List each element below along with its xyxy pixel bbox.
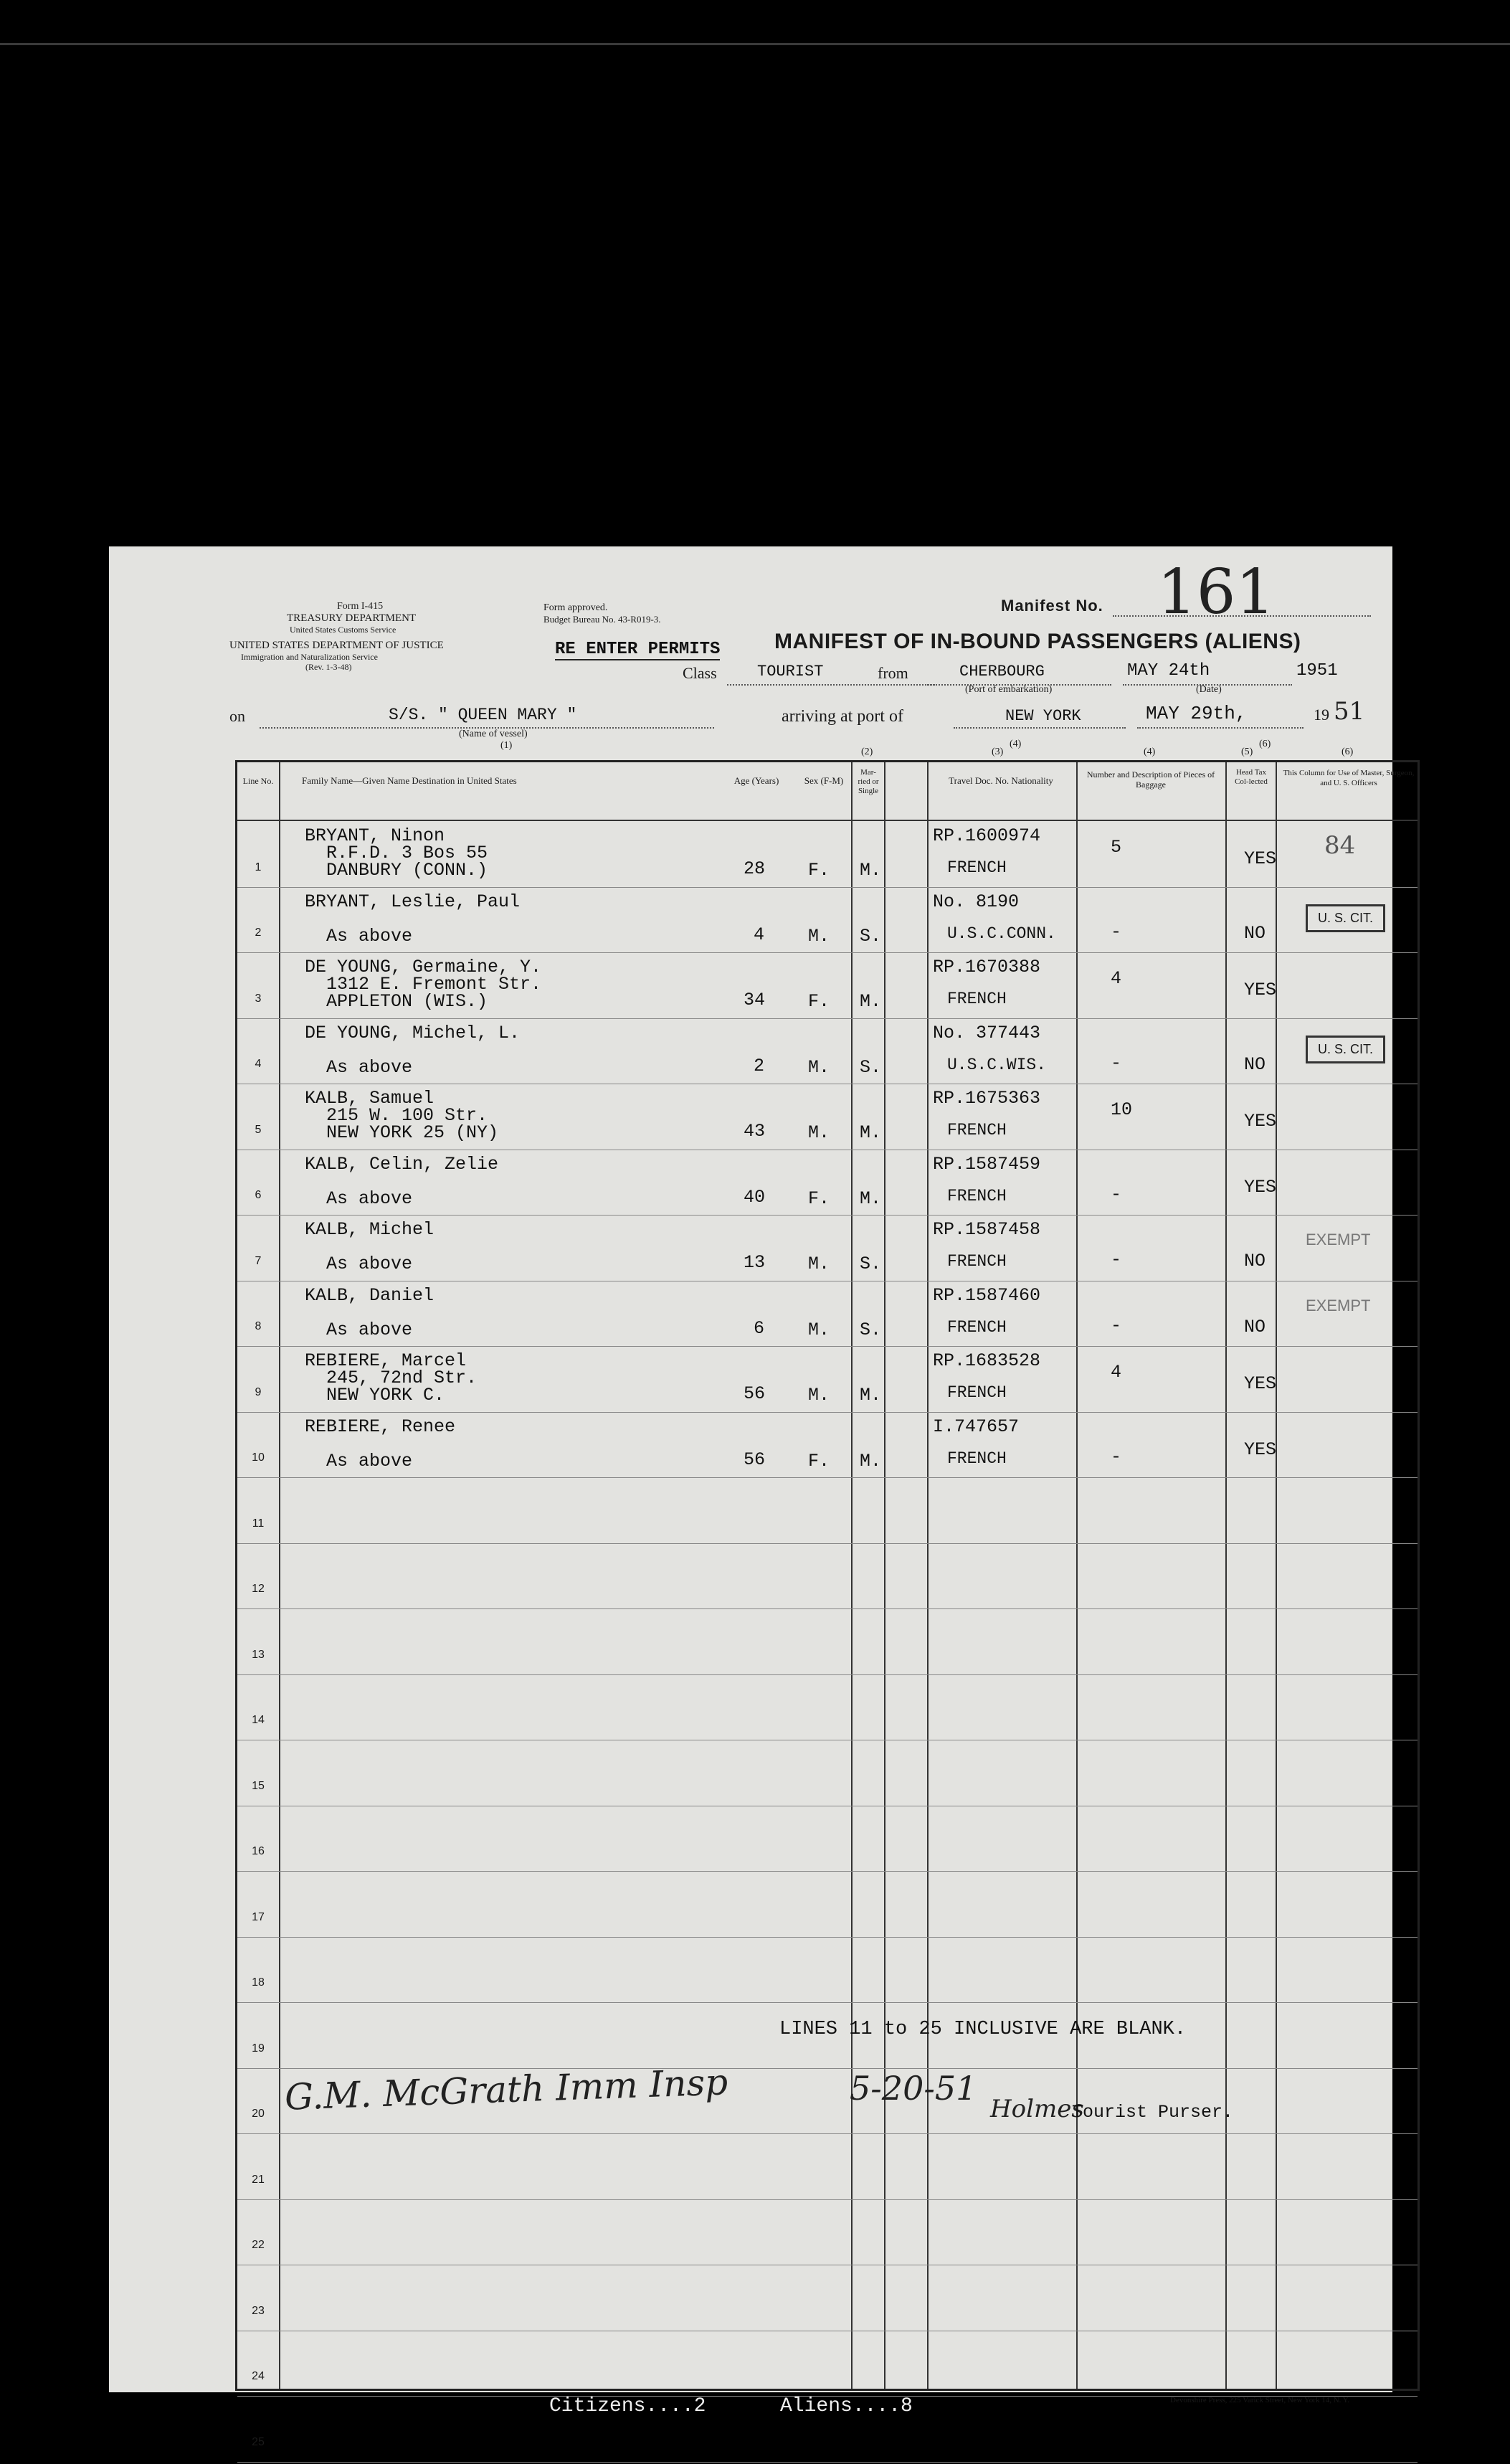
- baggage-count: -: [1111, 921, 1122, 942]
- inspector-signature: G.M. McGrath Imm Insp: [284, 2061, 728, 2118]
- arrival-year: 51: [1334, 697, 1365, 726]
- hdr-official-use: This Column for Use of Master, Surgeon, and U. S. Officers: [1283, 769, 1415, 787]
- passenger-name: DE YOUNG, Germaine, Y.: [305, 957, 542, 977]
- age: 4: [754, 924, 765, 945]
- col-divider: [884, 762, 885, 2389]
- nationality: U.S.C.WIS.: [947, 1055, 1047, 1074]
- head-tax: NO: [1244, 922, 1266, 944]
- line-number: 3: [255, 992, 262, 1005]
- nationality: FRENCH: [947, 1383, 1007, 1402]
- row-rule: [237, 1018, 1418, 1019]
- line-number: 22: [252, 2239, 265, 2251]
- passenger-name: KALB, Celin, Zelie: [305, 1153, 499, 1175]
- form-approved: Form approved.: [543, 602, 608, 613]
- col-divider: [927, 762, 929, 2389]
- year-prefix: 19: [1314, 706, 1329, 724]
- departure-year: 1951: [1296, 661, 1338, 681]
- hdr-married: Mar-ried or Single: [858, 768, 879, 795]
- handwritten-date: 5-20-51: [850, 2069, 977, 2108]
- hdr-line-no: Line No.: [242, 776, 274, 786]
- date-caption: (Date): [1196, 684, 1222, 695]
- passenger-name: REBIERE, Marcel: [305, 1350, 467, 1371]
- form-number: Form I-415: [337, 601, 384, 612]
- from-label: from: [878, 664, 908, 682]
- passenger-name: KALB, Daniel: [305, 1284, 435, 1306]
- line-number: 2: [255, 927, 262, 939]
- departure-date: MAY 24th: [1127, 661, 1210, 681]
- line-number: 19: [252, 2042, 265, 2055]
- baggage-count: -: [1111, 1249, 1122, 1270]
- line-number: 5: [255, 1123, 262, 1136]
- sex: F.: [808, 1450, 830, 1472]
- sex: M.: [808, 925, 830, 947]
- line-number: 13: [252, 1648, 265, 1661]
- nationality: FRENCH: [947, 1186, 1007, 1205]
- line-number: 11: [252, 1517, 265, 1530]
- manifest-no-label: Manifest No.: [1001, 597, 1103, 615]
- hdr-head-tax: Head Tax Col-lected: [1235, 768, 1268, 786]
- marital-status: M.: [860, 991, 882, 1012]
- col-ref-6-header: (6): [1259, 739, 1271, 749]
- line-number: 25: [252, 2435, 265, 2448]
- exempt-stamp: EXEMPT: [1306, 1296, 1371, 1314]
- baggage-count: 4: [1111, 968, 1122, 989]
- nationality: FRENCH: [947, 990, 1007, 1008]
- row-rule: [237, 2002, 1418, 2003]
- passenger-name: KALB, Samuel: [305, 1088, 435, 1109]
- head-tax: YES: [1244, 848, 1277, 869]
- nationality: FRENCH: [947, 858, 1007, 877]
- travel-doc-no: RP.1587460: [933, 1284, 1041, 1306]
- travel-doc-no: No. 8190: [933, 891, 1020, 912]
- row-rule: [237, 1937, 1418, 1938]
- nationality: FRENCH: [947, 1449, 1007, 1468]
- blank-lines-note: LINES 11 to 25 INCLUSIVE ARE BLANK.: [779, 2019, 1187, 2040]
- col-ref-1: (1): [500, 740, 513, 751]
- class-label: Class: [683, 664, 717, 682]
- passenger-name: REBIERE, Renee: [305, 1416, 456, 1437]
- marital-status: M.: [860, 1122, 882, 1143]
- destination-city: DANBURY (CONN.): [326, 860, 488, 881]
- destination-street: 1312 E. Fremont Str.: [326, 974, 542, 995]
- age: 34: [744, 990, 766, 1010]
- destination-street: 215 W. 100 Str.: [326, 1105, 488, 1126]
- sex: M.: [808, 1254, 830, 1274]
- destination-city: As above: [326, 1056, 413, 1078]
- manifest-title: MANIFEST OF IN-BOUND PASSENGERS (ALIENS): [774, 630, 1301, 653]
- row-rule: [237, 2068, 1418, 2069]
- official-note: 84: [1324, 831, 1356, 860]
- vessel-name: S/S. " QUEEN MARY ": [389, 706, 577, 724]
- line-number: 8: [255, 1320, 262, 1332]
- line-number: 14: [252, 1714, 265, 1726]
- arrival-date: MAY 29th,: [1146, 703, 1247, 724]
- row-rule: [237, 1608, 1418, 1609]
- us-citizen-stamp: U. S. CIT.: [1306, 904, 1385, 932]
- baggage-count: -: [1111, 1446, 1122, 1467]
- aliens-total: Aliens....8: [780, 2395, 913, 2417]
- budget-bureau: Budget Bureau No. 43-R019-3.: [543, 614, 661, 625]
- line-number: 6: [255, 1189, 262, 1201]
- reenter-permits-stamp: RE ENTER PERMITS: [555, 640, 721, 659]
- col-divider: [1225, 762, 1227, 2389]
- form-revision: (Rev. 1-3-48): [305, 662, 352, 672]
- line-number: 17: [252, 1910, 265, 1923]
- age: 28: [744, 858, 766, 879]
- line-number: 15: [252, 1779, 265, 1792]
- row-rule: [237, 2462, 1418, 2463]
- head-tax: NO: [1244, 1251, 1266, 1271]
- scan-top-line: [0, 43, 1510, 45]
- line-number: 21: [252, 2173, 265, 2186]
- dept-justice: UNITED STATES DEPARTMENT OF JUSTICE: [229, 640, 444, 651]
- nationality: FRENCH: [947, 1252, 1007, 1271]
- head-tax: NO: [1244, 1053, 1266, 1075]
- hdr-sex: Sex (F-M): [804, 775, 844, 786]
- citizens-total: Citizens....2: [549, 2395, 706, 2417]
- col-divider: [1276, 762, 1277, 2389]
- col-ref-6: (6): [1342, 747, 1354, 757]
- col-ref-5: (5): [1241, 747, 1253, 757]
- hdr-travel-doc: Travel Doc. No. Nationality: [949, 775, 1053, 786]
- travel-doc-no: RP.1670388: [933, 957, 1041, 977]
- age: 40: [744, 1186, 766, 1208]
- marital-status: S.: [860, 1319, 882, 1340]
- destination-city: As above: [326, 1254, 413, 1274]
- sex: F.: [808, 1188, 830, 1209]
- destination-street: R.F.D. 3 Bos 55: [326, 843, 488, 863]
- line-number: 20: [252, 2108, 265, 2120]
- destination-city: NEW YORK C.: [326, 1385, 445, 1406]
- passenger-name: BRYANT, Leslie, Paul: [305, 891, 521, 912]
- row-rule: [237, 1871, 1418, 1872]
- hdr-baggage: Number and Description of Pieces of Baggage: [1086, 769, 1215, 790]
- col-ref-3: (3): [992, 747, 1004, 757]
- line-number: 9: [255, 1385, 262, 1398]
- head-tax: YES: [1244, 1439, 1277, 1460]
- manifest-number: 161: [1157, 556, 1276, 628]
- nationality: U.S.C.CONN.: [947, 924, 1056, 943]
- row-rule: [237, 952, 1418, 953]
- travel-doc-no: RP.1587459: [933, 1153, 1041, 1175]
- head-tax: YES: [1244, 1373, 1277, 1394]
- row-rule: [237, 1215, 1418, 1216]
- travel-doc-no: RP.1587458: [933, 1219, 1041, 1240]
- travel-doc-no: No. 377443: [933, 1022, 1041, 1043]
- passenger-name: BRYANT, Ninon: [305, 825, 445, 846]
- baggage-count: 5: [1111, 837, 1122, 858]
- destination-city: As above: [326, 1319, 413, 1340]
- marital-status: M.: [860, 1188, 882, 1209]
- baggage-count: 4: [1111, 1362, 1122, 1383]
- nationality: FRENCH: [947, 1317, 1007, 1337]
- arriving-label: arriving at port of: [782, 707, 903, 726]
- destination-city: NEW YORK 25 (NY): [326, 1122, 499, 1143]
- head-tax: YES: [1244, 980, 1277, 1000]
- class-value: TOURIST: [757, 663, 824, 681]
- row-rule: [237, 2199, 1418, 2200]
- line-number: 12: [252, 1583, 265, 1595]
- passenger-name: DE YOUNG, Michel, L.: [305, 1022, 521, 1043]
- age: 6: [754, 1317, 765, 1339]
- vessel-caption: (Name of vessel): [459, 729, 528, 739]
- row-rule: [237, 887, 1418, 888]
- head-tax: YES: [1244, 1111, 1277, 1132]
- col-divider: [279, 762, 280, 2389]
- line-number: 7: [255, 1254, 262, 1267]
- age: 56: [744, 1383, 766, 1404]
- purser-signature: Holmes: [990, 2095, 1084, 2123]
- col-divider: [851, 762, 853, 2389]
- hdr-age: Age (Years): [733, 775, 779, 786]
- marital-status: S.: [860, 1056, 882, 1078]
- baggage-count: -: [1111, 1183, 1122, 1205]
- customs-service: United States Customs Service: [290, 625, 397, 635]
- us-citizen-stamp: U. S. CIT.: [1306, 1036, 1385, 1063]
- col-ref-4-header: (4): [1010, 739, 1022, 749]
- destination-street: 245, 72nd Str.: [326, 1368, 478, 1388]
- marital-status: M.: [860, 860, 882, 881]
- sex: M.: [808, 1385, 830, 1406]
- marital-status: S.: [860, 925, 882, 947]
- col-ref-2: (2): [861, 747, 873, 757]
- passenger-name: KALB, Michel: [305, 1219, 435, 1240]
- travel-doc-no: I.747657: [933, 1416, 1020, 1437]
- row-rule: [237, 1543, 1418, 1544]
- travel-doc-no: RP.1600974: [933, 825, 1041, 846]
- destination-city: As above: [326, 925, 413, 947]
- line-number: 4: [255, 1058, 262, 1070]
- baggage-count: 10: [1111, 1099, 1133, 1120]
- sex: F.: [808, 860, 830, 881]
- col-ref-4: (4): [1144, 747, 1156, 757]
- row-rule: [237, 1674, 1418, 1675]
- header-rule: [237, 820, 1418, 821]
- head-tax: NO: [1244, 1316, 1266, 1337]
- sex: M.: [808, 1319, 830, 1340]
- treasury-dept: TREASURY DEPARTMENT: [287, 612, 417, 624]
- travel-doc-no: RP.1683528: [933, 1350, 1041, 1371]
- line-number: 1: [255, 861, 262, 873]
- printer-credit: Devonshire Press, 225 Varick Street, New York 14, N. Y.: [1170, 2396, 1350, 2404]
- age: 13: [744, 1252, 766, 1273]
- row-rule: [237, 1346, 1418, 1347]
- baggage-count: -: [1111, 1314, 1122, 1336]
- row-rule: [237, 1412, 1418, 1413]
- port-caption: (Port of embarkation): [965, 684, 1053, 695]
- line-number: 24: [252, 2370, 265, 2382]
- exempt-stamp: EXEMPT: [1306, 1231, 1371, 1248]
- destination-city: As above: [326, 1450, 413, 1472]
- marital-status: S.: [860, 1254, 882, 1274]
- line-number: 10: [252, 1451, 265, 1464]
- destination-city: APPLETON (WIS.): [326, 991, 488, 1012]
- sex: F.: [808, 991, 830, 1012]
- age: 2: [754, 1055, 765, 1076]
- marital-status: M.: [860, 1385, 882, 1406]
- marital-status: M.: [860, 1450, 882, 1472]
- head-tax: YES: [1244, 1176, 1277, 1198]
- sex: M.: [808, 1122, 830, 1143]
- purser-title: Tourist Purser.: [1072, 2102, 1234, 2123]
- line-number: 23: [252, 2304, 265, 2317]
- col-divider: [1076, 762, 1078, 2389]
- hdr-name: Family Name—Given Name Destination in United States: [302, 775, 517, 786]
- row-rule: [237, 2133, 1418, 2134]
- destination-city: As above: [326, 1188, 413, 1209]
- age: 56: [744, 1449, 766, 1470]
- sex: M.: [808, 1056, 830, 1078]
- embark-port: CHERBOURG: [959, 663, 1045, 681]
- arrival-port: NEW YORK: [1005, 707, 1081, 725]
- line-number: 16: [252, 1845, 265, 1857]
- baggage-count: -: [1111, 1052, 1122, 1074]
- travel-doc-no: RP.1675363: [933, 1088, 1041, 1109]
- age: 43: [744, 1121, 766, 1142]
- ins-service: Immigration and Naturalization Service: [241, 652, 378, 662]
- line-number: 18: [252, 1976, 265, 1989]
- row-rule: [237, 1477, 1418, 1478]
- nationality: FRENCH: [947, 1121, 1007, 1139]
- on-label: on: [229, 707, 245, 725]
